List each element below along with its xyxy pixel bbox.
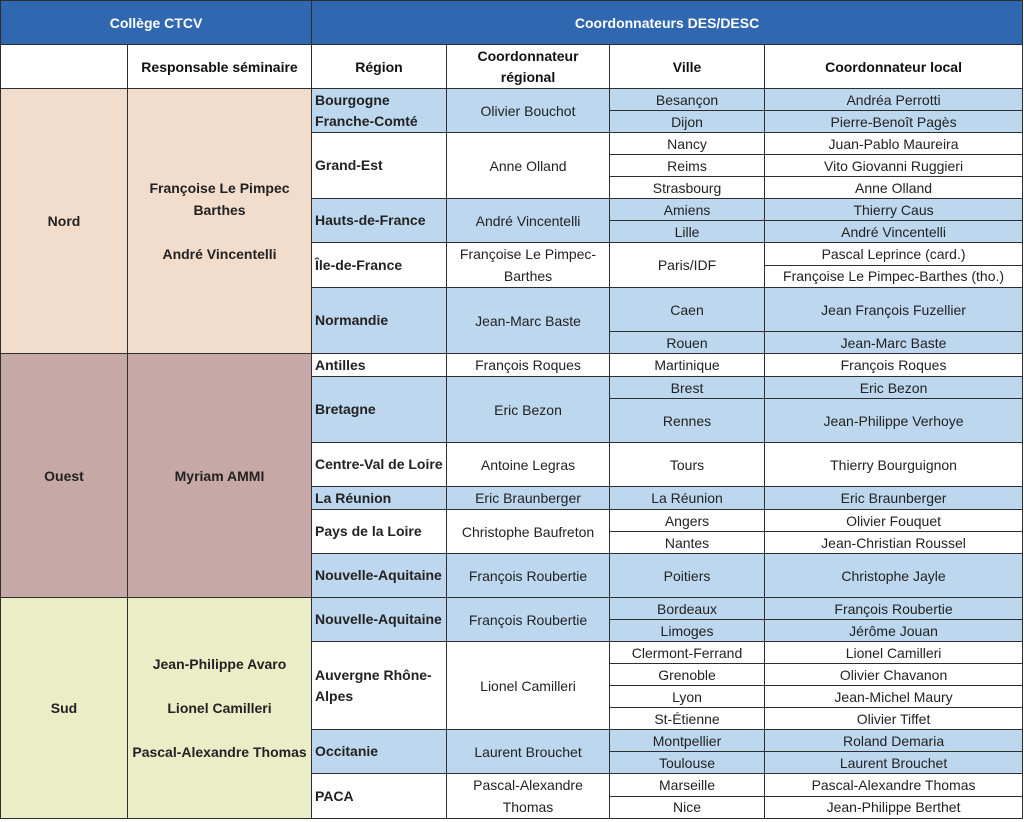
- city: Marseille: [610, 774, 765, 797]
- regional-coordinator: Laurent Brouchet: [447, 730, 610, 774]
- regional-coordinator: Christophe Baufreton: [447, 510, 610, 554]
- city: Rennes: [610, 399, 765, 443]
- city: Dijon: [610, 111, 765, 133]
- table-row: [1, 598, 1023, 620]
- regional-coordinator: Antoine Legras: [447, 443, 610, 487]
- region-name: Nouvelle-Aquitaine: [312, 554, 447, 598]
- responsable-name: Françoise Le Pimpec Barthes: [149, 180, 290, 218]
- city: Poitiers: [610, 554, 765, 598]
- city: Limoges: [610, 620, 765, 642]
- local-coordinator: Jean-Philippe Berthet: [765, 796, 1023, 819]
- local-coordinator: Thierry Caus: [765, 199, 1023, 221]
- coordinators-header: Coordonnateurs DES/DESC: [312, 1, 1023, 45]
- table-row: [1, 354, 1023, 377]
- local-coordinator: Pascal Leprince (card.): [765, 243, 1023, 266]
- college-header: Collège CTCV: [1, 1, 312, 45]
- regional-coordinator: François Roubertie: [447, 554, 610, 598]
- region-name: Bourgogne Franche-Comté: [312, 89, 447, 133]
- city: Nancy: [610, 133, 765, 155]
- city: Toulouse: [610, 752, 765, 774]
- region-name: PACA: [312, 774, 447, 819]
- local-coordinator: Jean François Fuzellier: [765, 288, 1023, 332]
- local-coordinator: Andréa Perrotti: [765, 89, 1023, 111]
- regional-coordinator: Eric Braunberger: [447, 487, 610, 510]
- city: Angers: [610, 510, 765, 532]
- region-name: Normandie: [312, 288, 447, 354]
- local-coordinator: Eric Bezon: [765, 377, 1023, 399]
- city: Brest: [610, 377, 765, 399]
- group-name: Ouest: [1, 354, 128, 598]
- city: Lille: [610, 221, 765, 243]
- region-name: Occitanie: [312, 730, 447, 774]
- local-coordinator: Pascal-Alexandre Thomas: [765, 774, 1023, 797]
- local-coordinator: Vito Giovanni Ruggieri: [765, 155, 1023, 177]
- local-coordinator: Anne Olland: [765, 177, 1023, 199]
- responsable-name: Myriam AMMI: [174, 467, 265, 484]
- responsable-name: Pascal-Alexandre Thomas: [132, 744, 307, 760]
- city: Grenoble: [610, 664, 765, 686]
- local-coordinator: Laurent Brouchet: [765, 752, 1023, 774]
- spacer: [131, 719, 308, 741]
- region-name: Pays de la Loire: [312, 510, 447, 554]
- local-coordinator: Roland Demaria: [765, 730, 1023, 752]
- responsable-name: Lionel Camilleri: [167, 700, 272, 716]
- region-name: Nouvelle-Aquitaine: [312, 598, 447, 642]
- city: Caen: [610, 288, 765, 332]
- city: Lyon: [610, 686, 765, 708]
- local-coordinator: Juan-Pablo Maureira: [765, 133, 1023, 155]
- local-coordinator: Jean-Michel Maury: [765, 686, 1023, 708]
- local-coordinator: Thierry Bourguignon: [765, 443, 1023, 487]
- city: Strasbourg: [610, 177, 765, 199]
- city: Rouen: [610, 332, 765, 354]
- local-coordinator: Jean-Christian Roussel: [765, 532, 1023, 554]
- regional-coordinator: André Vincentelli: [447, 199, 610, 243]
- local-coordinator: François Roques: [765, 354, 1023, 377]
- region-name: Antilles: [312, 354, 447, 377]
- city: Paris/IDF: [610, 243, 765, 288]
- regional-coordinator: Anne Olland: [447, 133, 610, 199]
- spacer: [131, 221, 308, 243]
- region-name: La Réunion: [312, 487, 447, 510]
- region-name: Île-de-France: [312, 243, 447, 288]
- table-row: [1, 89, 1023, 111]
- city: Clermont-Ferrand: [610, 642, 765, 664]
- local-coordinator: Eric Braunberger: [765, 487, 1023, 510]
- city: La Réunion: [610, 487, 765, 510]
- local-coordinator: Olivier Tiffet: [765, 708, 1023, 730]
- region-name: Bretagne: [312, 377, 447, 443]
- local-coordinator: Jean-Marc Baste: [765, 332, 1023, 354]
- region-name: Centre-Val de Loire: [312, 443, 447, 487]
- regional-coordinator: Olivier Bouchot: [447, 89, 610, 133]
- group-name: Sud: [1, 598, 128, 819]
- local-coordinator: André Vincentelli: [765, 221, 1023, 243]
- column-header-responsable: Responsable séminaire: [128, 45, 312, 89]
- local-coordinator: Françoise Le Pimpec-Barthes (tho.): [765, 265, 1023, 288]
- city: Martinique: [610, 354, 765, 377]
- regional-coordinator: Lionel Camilleri: [447, 642, 610, 730]
- regional-coordinator: Pascal-Alexandre Thomas: [447, 774, 610, 819]
- local-coordinator: Olivier Chavanon: [765, 664, 1023, 686]
- city: St-Étienne: [610, 708, 765, 730]
- column-header-coord-local: Coordonnateur local: [765, 45, 1023, 89]
- responsable-name: André Vincentelli: [162, 246, 277, 262]
- local-coordinator: Jean-Philippe Verhoye: [765, 399, 1023, 443]
- column-header-row: [1, 45, 1023, 89]
- column-header-ville: Ville: [610, 45, 765, 89]
- empty-header-cell: [1, 45, 128, 89]
- regional-coordinator: Jean-Marc Baste: [447, 288, 610, 354]
- local-coordinator: Pierre-Benoît Pagès: [765, 111, 1023, 133]
- regional-coordinator: Françoise Le Pimpec-Barthes: [447, 243, 610, 288]
- seminar-responsables: [128, 89, 312, 354]
- city: Bordeaux: [610, 598, 765, 620]
- local-coordinator: Christophe Jayle: [765, 554, 1023, 598]
- city: Nice: [610, 796, 765, 819]
- region-name: Hauts-de-France: [312, 199, 447, 243]
- local-coordinator: Olivier Fouquet: [765, 510, 1023, 532]
- local-coordinator: François Roubertie: [765, 598, 1023, 620]
- regional-coordinator: François Roubertie: [447, 598, 610, 642]
- city: Montpellier: [610, 730, 765, 752]
- seminar-responsables: [128, 598, 312, 819]
- city: Amiens: [610, 199, 765, 221]
- group-name: Nord: [1, 89, 128, 354]
- city: Besançon: [610, 89, 765, 111]
- seminar-responsables: [128, 354, 312, 598]
- city: Nantes: [610, 532, 765, 554]
- regional-coordinator: Eric Bezon: [447, 377, 610, 443]
- region-name: Auvergne Rhône-Alpes: [312, 642, 447, 730]
- local-coordinator: Lionel Camilleri: [765, 642, 1023, 664]
- column-header-coord-regional: Coordonnateur régional: [447, 45, 610, 89]
- region-name: Grand-Est: [312, 133, 447, 199]
- spacer: [131, 675, 308, 697]
- regional-coordinator: François Roques: [447, 354, 610, 377]
- responsable-name: Jean-Philippe Avaro: [152, 656, 287, 672]
- local-coordinator: Jérôme Jouan: [765, 620, 1023, 642]
- city: Tours: [610, 443, 765, 487]
- city: Reims: [610, 155, 765, 177]
- header-row: [1, 1, 1023, 45]
- column-header-region: Région: [312, 45, 447, 89]
